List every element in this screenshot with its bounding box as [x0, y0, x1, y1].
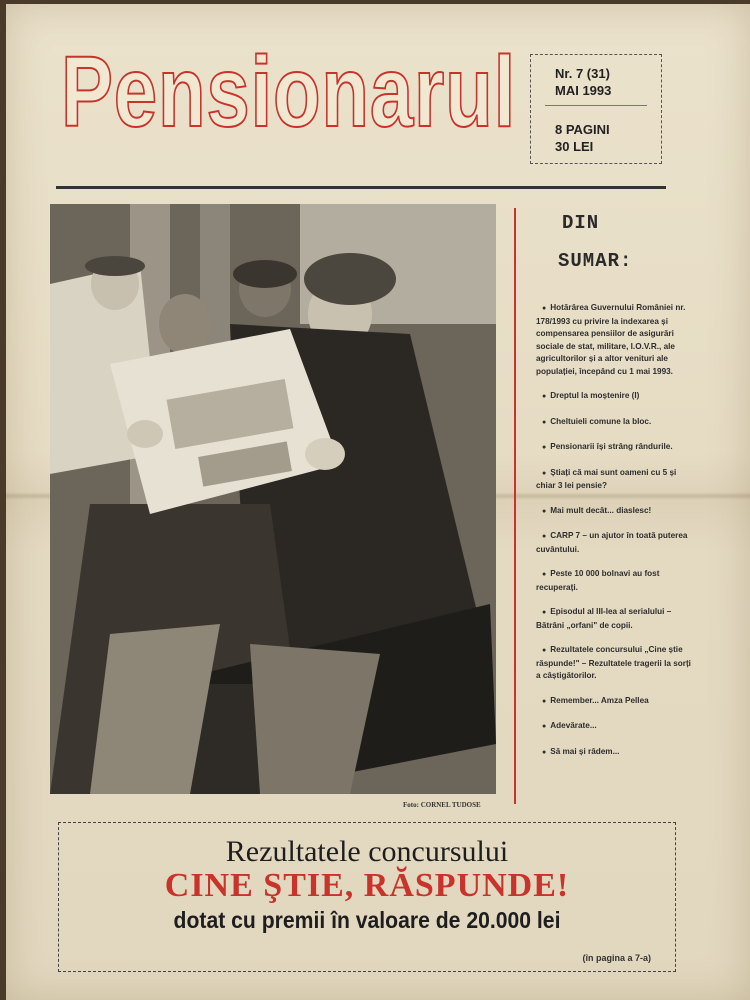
summary-item: ● Mai mult decât... diaslesc! [536, 505, 694, 519]
newspaper-page [6, 4, 750, 1000]
summary-list [536, 302, 694, 771]
summary-heading-line2: SUMAR: [558, 250, 633, 272]
front-page-photo [50, 204, 496, 794]
summary-item: ● CARP 7 – un ajutor în toată puterea cuvântului. [536, 530, 694, 556]
contest-banner [58, 822, 676, 972]
summary-item: ● Adevărate... [536, 720, 694, 734]
summary-item: ● Cheltuieli comune la bloc. [536, 416, 694, 430]
summary-item: ● Pensionarii își strâng rândurile. [536, 441, 694, 455]
issue-divider [545, 105, 647, 115]
masthead-title: Pensionarul [61, 36, 517, 148]
masthead-rule [56, 186, 666, 189]
summary-item: ● Să mai și râdem... [536, 746, 694, 760]
banner-page-ref: (în pagina a 7-a) [582, 953, 651, 963]
summary-heading [558, 204, 672, 280]
summary-item: ● Dreptul la moștenire (I) [536, 390, 694, 404]
banner-prize-line: dotat cu premii în valoare de 20.000 lei [173, 907, 561, 933]
issue-number: Nr. 7 (31) [555, 66, 610, 81]
issue-info-box [530, 54, 662, 164]
summary-item: ● Hotărârea Guvernului României nr. 178/1993 cu privire la indexarea și compensarea pensiilor de asigurări sociale de stat, militare, I.O.V.R., ale agricultorilor și a altor venituri ale populației, începând cu 1 mai 1993. [536, 302, 694, 378]
summary-item: ● Episodul al III-lea al serialului – Bătrâni „orfani" de copii. [536, 606, 694, 632]
summary-heading-line1: DIN [562, 212, 600, 234]
photo-credit: Foto: CORNEL TUDOSE [403, 801, 481, 809]
summary-item: ● Peste 10 000 bolnavi au fost recuperați. [536, 568, 694, 594]
issue-price: 30 LEI [555, 139, 594, 154]
issue-date: MAI 1993 [555, 83, 612, 98]
column-divider [514, 208, 516, 804]
summary-item: ● Remember... Amza Pellea [536, 695, 694, 709]
summary-item: ● Rezultatele concursului „Cine știe răspunde!" – Rezultatele tragerii la sorți a câștigătorilor. [536, 644, 694, 683]
photo-illustration [50, 204, 496, 794]
issue-pages: 8 PAGINI [555, 122, 610, 137]
banner-headline: CINE ŞTIE, RĂSPUNDE! [164, 867, 570, 904]
summary-item: ● Știați că mai sunt oameni cu 5 și chiar 3 lei pensie? [536, 467, 694, 493]
banner-line1: Rezultatele concursului [225, 835, 509, 868]
